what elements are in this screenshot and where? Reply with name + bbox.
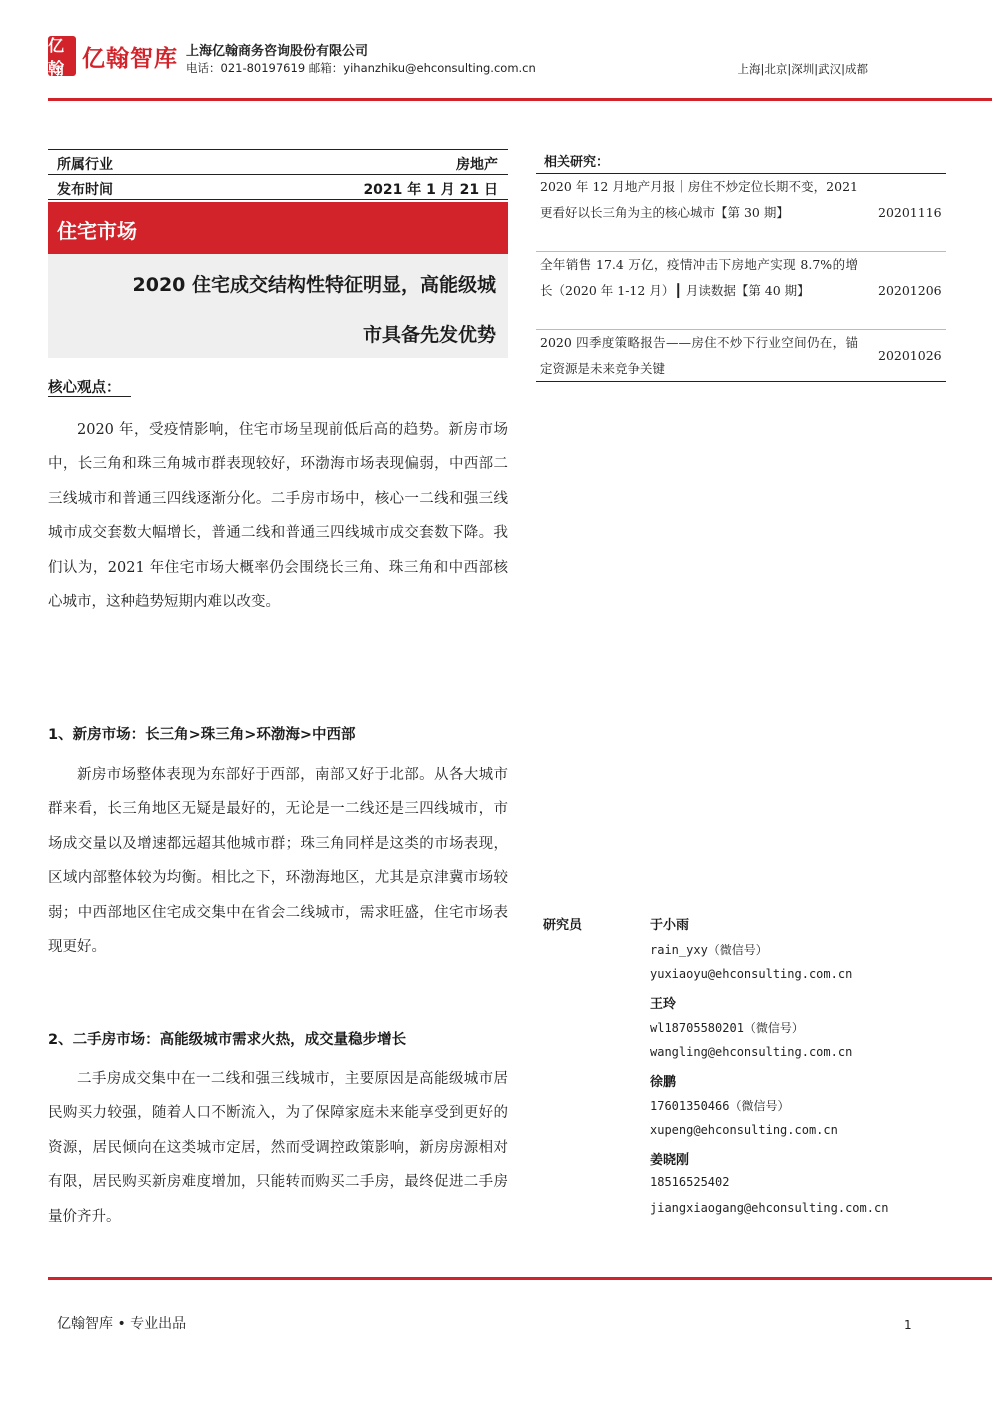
- section-label: 住宅市场: [57, 219, 137, 243]
- contact-info: 电话：021-80197619 邮箱：yihanzhiku@ehconsulting.com.cn: [186, 61, 536, 75]
- researcher-email: yuxiaoyu@ehconsulting.com.cn: [650, 967, 853, 981]
- researcher-name: 徐鹏: [650, 1075, 677, 1090]
- report-title-line-1: 2020 住宅成交结构性特征明显，高能级城: [132, 274, 496, 296]
- footer-brand: 亿翰智库 • 专业出品: [57, 1316, 187, 1332]
- second-hand-heading: 2、二手房市场：高能级城市需求火热，成交量稳步增长: [48, 1032, 407, 1048]
- researcher-label: 研究员: [543, 918, 583, 933]
- researcher-email: jiangxiaogang@ehconsulting.com.cn: [650, 1201, 889, 1215]
- related-item-date: 20201206: [878, 283, 942, 298]
- meta-industry-row: [48, 151, 508, 173]
- related-research-title: 相关研究：: [544, 155, 610, 170]
- core-view-underline: [48, 396, 131, 397]
- second-hand-paragraph: 二手房成交集中在一二线和强三线城市，主要原因是高能级城市居民购买力较强，随着人口不断流入，为了保障家庭未来能享受到更好的资源，居民倾向在这类城市定居，然而受调控政策影响，新房房源相对有限，居民购买新房难度增加，只能转而购买二手房，最终促进二手房量价齐升。: [48, 1071, 508, 1225]
- researcher-wechat: rain_yxy（微信号）: [650, 943, 768, 957]
- footer-divider: [48, 1277, 992, 1280]
- industry-label: 所属行业: [57, 157, 113, 173]
- meta-bottom-line: [48, 199, 508, 200]
- logo-text: 亿翰智库: [82, 46, 178, 72]
- researcher-name: 王玲: [650, 997, 677, 1012]
- researcher-wechat: wl18705580201（微信号）: [650, 1021, 804, 1035]
- date-value: 2021 年 1 月 21 日: [363, 182, 498, 198]
- researcher-email: wangling@ehconsulting.com.cn: [650, 1045, 853, 1059]
- researcher-email: xupeng@ehconsulting.com.cn: [650, 1123, 838, 1137]
- researcher-wechat: 18516525402: [650, 1175, 730, 1189]
- related-item: 2020 年 12 月地产月报｜房住不炒定位长期不变，2021 更看好以长三角为主的核心城市【第 30 期】: [540, 179, 858, 220]
- industry-value: 房地产: [456, 157, 498, 173]
- section-banner: [48, 202, 508, 254]
- company-name: 上海亿翰商务咨询股份有限公司: [186, 44, 369, 59]
- related-item: 全年销售 17.4 万亿，疫情冲击下房地产实现 8.7%的增长（2020 年 1-12 月）┃ 月读数据【第 40 期】: [540, 257, 858, 298]
- meta-top-line: [48, 149, 508, 150]
- report-title-line-2: 市具备先发优势: [362, 324, 496, 346]
- new-house-paragraph: 新房市场整体表现为东部好于西部，南部又好于北部。从各大城市群来看，长三角地区无疑是最好的，无论是一二线还是三四线城市，市场成交量以及增速都远超其他城市群；珠三角同样是这类的市场表现，区域内部整体较为均衡。相比之下，环渤海地区，尤其是京津冀市场较弱；中西部地区住宅成交集中在省会二线城市，需求旺盛，住宅市场表现更好。: [48, 767, 508, 956]
- related-item-date: 20201116: [878, 205, 942, 220]
- related-item-date: 20201026: [878, 348, 942, 363]
- core-view-heading: 核心观点：: [48, 380, 121, 396]
- meta-mid-line: [48, 174, 508, 175]
- report-title-box: [48, 254, 508, 358]
- related-bottom-line: [536, 381, 946, 382]
- office-cities: 上海|北京|深圳|武汉|成都: [737, 62, 868, 76]
- researcher-name: 姜晓刚: [650, 1153, 690, 1168]
- related-item: 2020 四季度策略报告——房住不炒下行业空间仍在，锚定资源是未来竞争关键: [540, 335, 858, 376]
- page-number: 1: [904, 1318, 912, 1332]
- core-view-paragraph: 2020 年，受疫情影响，住宅市场呈现前低后高的趋势。新房市场中，长三角和珠三角城市群表现较好，环渤海市场表现偏弱，中西部二三线城市和普通三四线逐渐分化。二手房市场中，核心一二线和强三线城市成交套数大幅增长，普通二线和普通三四线城市成交套数下降。我们认为，2021 年住宅市场大概率仍会围绕长三角、珠三角和中西部核心城市，这种趋势短期内难以改变。: [48, 422, 508, 611]
- header-divider: [48, 98, 992, 101]
- researcher-name: 于小雨: [650, 918, 690, 933]
- meta-date-row: [48, 176, 508, 198]
- logo-icon: 亿翰: [48, 36, 76, 76]
- date-label: 发布时间: [57, 182, 113, 198]
- researcher-wechat: 17601350466（微信号）: [650, 1099, 790, 1113]
- new-house-heading: 1、新房市场：长三角>珠三角>环渤海>中西部: [48, 727, 356, 743]
